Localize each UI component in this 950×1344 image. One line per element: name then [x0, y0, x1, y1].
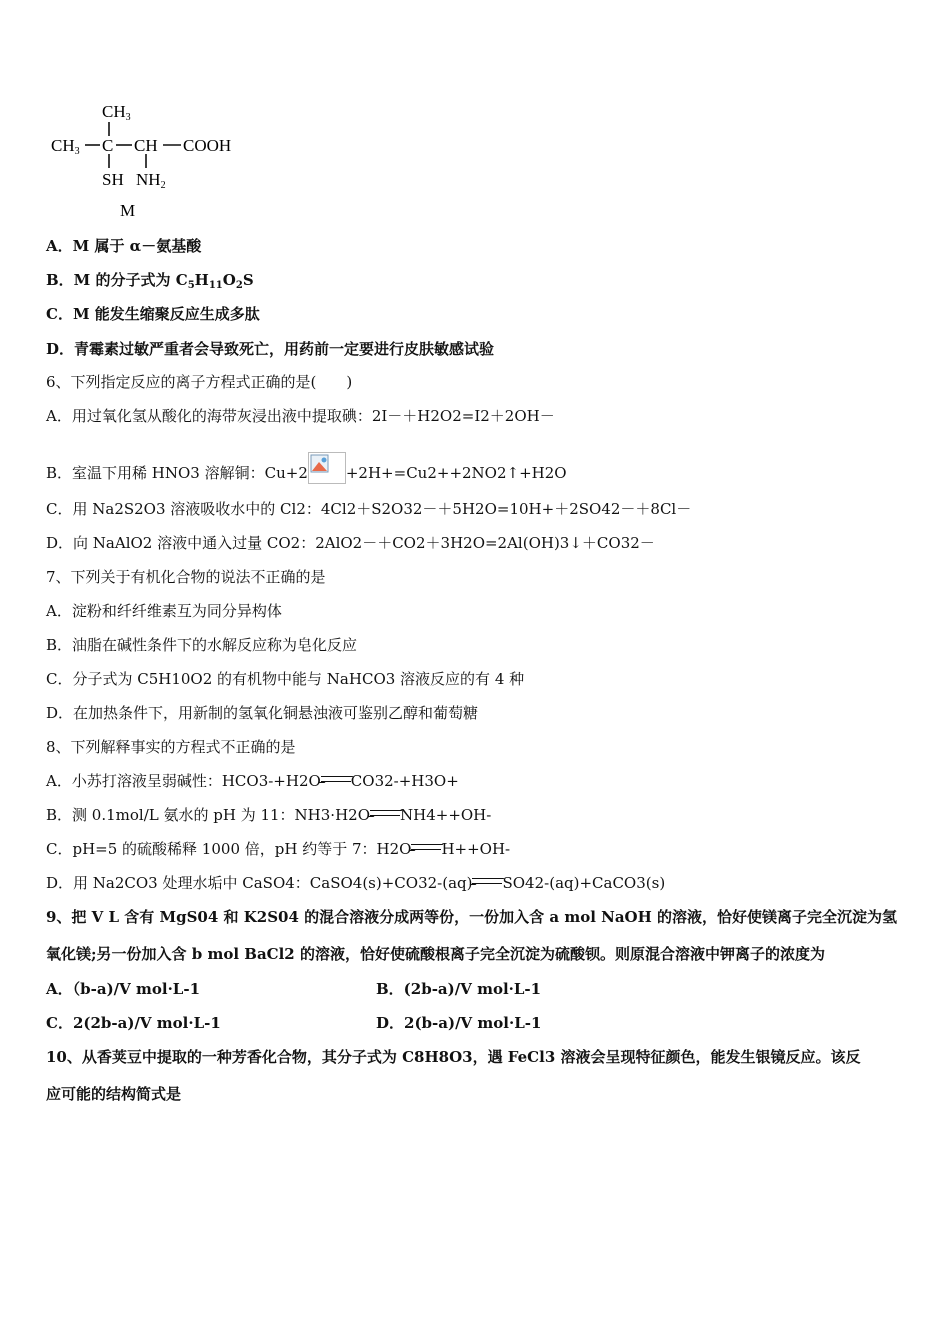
q7-option-a: A．淀粉和纤纤维素互为同分异构体	[46, 602, 282, 620]
q9-option-d: D．2(b-a)/V mol·L-1	[376, 1014, 542, 1032]
q9-option-a: A．（b-a)/V mol·L-1	[46, 980, 201, 998]
q6-option-a: A．用过氧化氢从酸化的海带灰浸出液中提取碘：2I－＋H2O2=I2＋2OH－	[46, 407, 555, 425]
q7-stem: 7、下列关于有机化合物的说法不正确的是	[46, 568, 326, 586]
q6-option-b-left: B．室温下用稀 HNO3 溶解铜：Cu+2	[46, 464, 308, 482]
q8-option-a	[46, 771, 459, 791]
q8-option-a-left: A．小苏打溶液呈弱碱性：HCO3-+H2O	[46, 772, 321, 790]
ch3-top-label: CH3	[102, 102, 131, 123]
q8-option-d	[46, 873, 665, 893]
q9-stem-line1: 9、把 V L 含有 MgS04 和 K2S04 的混合溶液分成两等份，一份加入含 a mol NaOH 的溶液，恰好使镁离子完全沉淀为氢	[46, 908, 898, 926]
q7-option-d: D．在加热条件下，用新制的氢氧化铜悬浊液可鉴别乙醇和葡萄糖	[46, 704, 479, 722]
q8-stem: 8、下列解释事实的方程式不正确的是	[46, 738, 296, 756]
nh2-label: NH2	[136, 170, 166, 191]
q8-option-b-left: B．测 0.1mol/L 氨水的 pH 为 11：NH3·H2O	[46, 806, 370, 824]
q8-option-b-right: NH4++OH-	[400, 806, 492, 824]
equilibrium-arrow-icon	[370, 809, 400, 818]
q5-option-b	[46, 270, 254, 296]
q9-option-b: B．(2b-a)/V mol·L-1	[376, 980, 542, 998]
equilibrium-arrow-icon	[321, 775, 351, 784]
q8-option-c	[46, 839, 510, 859]
q10-stem-line2: 应可能的结构简式是	[46, 1085, 182, 1103]
q8-option-b	[46, 805, 491, 825]
q5-option-d: D．青霉素过敏严重者会导致死亡，用药前一定要进行皮肤敏感试验	[46, 340, 495, 358]
sh-label: SH	[102, 170, 124, 189]
q6-option-c: C．用 Na2S2O3 溶液吸收水中的 Cl2：4Cl2＋S2O32－＋5H2O=10H+＋2SO42－＋8Cl－	[46, 500, 692, 518]
q8-option-d-right: SO42-(aq)+CaCO3(s)	[502, 874, 666, 892]
q5-option-b-text: B．M 的分子式为	[46, 271, 176, 289]
q8-option-a-right: CO32-+H3O+	[350, 772, 459, 790]
q7-option-c: C．分子式为 C5H10O2 的有机物中能与 NaHCO3 溶液反应的有 4 种	[46, 670, 525, 688]
molecule-label-m: M	[120, 201, 136, 220]
q6-stem: 6、下列指定反应的离子方程式正确的是( )	[46, 373, 353, 391]
q6-option-b	[46, 452, 567, 484]
q6-option-d: D．向 NaAlO2 溶液中通入过量 CO2：2AlO2－＋CO2＋3H2O=2Al(OH)3↓＋CO32－	[46, 534, 655, 552]
ch-label: CH	[134, 136, 158, 155]
q9-stem-line2: 氧化镁;另一份加入含 b mol BaCl2 的溶液，恰好使硫酸根离子完全沉淀为硫酸钡。则原混合溶液中钾离子的浓度为	[46, 945, 825, 963]
broken-image-icon	[308, 452, 346, 484]
c-label: C	[102, 136, 114, 155]
ch3-left-label: CH3	[51, 136, 80, 157]
equilibrium-arrow-icon	[411, 843, 441, 852]
q9-option-c: C．2(2b-a)/V mol·L-1	[46, 1014, 221, 1032]
molecule-m-structure	[48, 96, 258, 226]
q5-option-b-formula: $C_5H_{11}O_2S$	[175, 271, 254, 291]
q8-option-c-left: C．pH=5 的硫酸稀释 1000 倍，pH 约等于 7：H2O	[46, 840, 412, 858]
q8-option-c-right: H++OH-	[441, 840, 511, 858]
cooh-label: COOH	[183, 136, 232, 155]
equilibrium-arrow-icon	[472, 877, 502, 886]
q6-option-b-right: +2H+=Cu2++2NO2↑+H2O	[345, 464, 567, 482]
q5-option-a: A．M 属于 α－氨基酸	[46, 237, 202, 255]
q7-option-b: B．油脂在碱性条件下的水解反应称为皂化反应	[46, 636, 358, 654]
q8-option-d-left: D．用 Na2CO3 处理水垢中 CaSO4：CaSO4(s)+CO32-(aq)	[46, 874, 473, 892]
q10-stem-line1: 10、从香荚豆中提取的一种芳香化合物，其分子式为 C8H8O3，遇 FeCl3 溶液会呈现特征颜色，能发生银镜反应。该反	[46, 1048, 861, 1066]
q5-option-c: C．M 能发生缩聚反应生成多肽	[46, 305, 260, 323]
